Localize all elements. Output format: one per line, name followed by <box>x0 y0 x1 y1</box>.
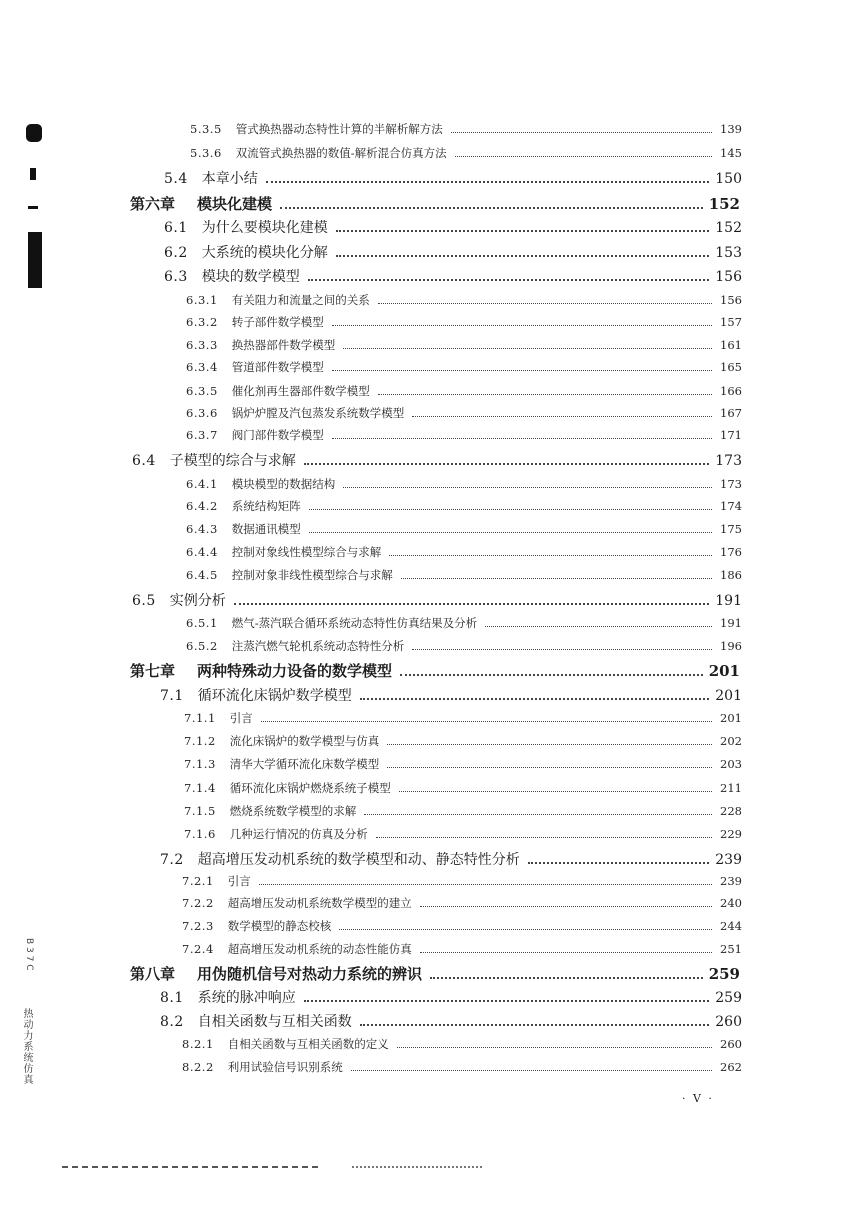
toc-entry-title: 系统结构矩阵 <box>231 499 301 513</box>
toc-entry-page: 157 <box>720 315 742 329</box>
toc-entry-sub[interactable] <box>186 340 742 352</box>
toc-entry-number: 6.3.6 <box>186 406 218 420</box>
toc-entry-page: 202 <box>720 734 742 748</box>
toc-entry-sub[interactable] <box>186 641 742 653</box>
toc-entry-page: 239 <box>720 874 742 888</box>
toc-entry-number: 第六章 <box>130 195 176 213</box>
toc-entry-page: 196 <box>720 639 742 653</box>
toc-entry-leader <box>451 132 712 133</box>
toc-entry-sub[interactable] <box>184 713 742 725</box>
toc-entry-number: 8.1 <box>160 990 184 1006</box>
toc-entry-sub[interactable] <box>182 1039 742 1051</box>
toc-entry-section[interactable] <box>164 221 742 235</box>
toc-entry-leader <box>485 626 712 627</box>
toc-entry-sub[interactable] <box>186 317 742 329</box>
toc-entry-page: 174 <box>720 499 742 513</box>
toc-entry-sub[interactable] <box>186 524 742 536</box>
toc-entry-title: 超高增压发动机系统数学模型的建立 <box>227 896 412 910</box>
toc-entry-leader <box>339 929 712 930</box>
toc-entry-page: 156 <box>720 293 742 307</box>
toc-entry-section[interactable] <box>132 594 742 608</box>
toc-entry-leader <box>351 1070 712 1071</box>
binding-mark-top <box>26 124 42 142</box>
toc-entry-leader <box>420 906 712 907</box>
toc-entry-leader <box>387 744 712 745</box>
toc-entry-section[interactable] <box>132 454 742 468</box>
toc-entry-number: 6.3.1 <box>186 293 218 307</box>
toc-entry-leader <box>343 348 712 349</box>
toc-entry-leader <box>336 230 710 232</box>
toc-entry-title: 控制对象非线性模型综合与求解 <box>231 568 393 582</box>
toc-entry-leader <box>399 791 712 792</box>
toc-entry-leader <box>261 721 712 722</box>
toc-entry-page: 203 <box>720 757 742 771</box>
toc-entry-number: 7.1.3 <box>184 757 216 771</box>
toc-entry-number: 6.2 <box>164 245 188 261</box>
toc-entry-sub[interactable] <box>184 829 742 841</box>
toc-entry-page: 150 <box>715 171 742 187</box>
toc-entry-page: 262 <box>720 1060 742 1074</box>
toc-entry-page: 259 <box>708 965 740 983</box>
toc-entry-number: 7.1.4 <box>184 781 216 795</box>
toc-entry-page: 260 <box>715 1014 742 1030</box>
binding-mark-small <box>30 168 36 180</box>
toc-entry-title: 利用试验信号识别系统 <box>227 1060 343 1074</box>
toc-entry-number: 6.3.7 <box>186 428 218 442</box>
toc-entry-number: 6.3.4 <box>186 360 218 374</box>
toc-entry-sub[interactable] <box>186 501 742 513</box>
toc-entry-number: 5.3.5 <box>190 122 222 136</box>
toc-entry-chapter[interactable] <box>130 197 740 212</box>
page-folio: · V · <box>682 1092 714 1105</box>
toc-entry-page: 161 <box>720 338 742 352</box>
toc-entry-sub[interactable] <box>186 547 742 559</box>
toc-entry-chapter[interactable] <box>130 967 740 982</box>
binding-mark-bar <box>28 232 42 288</box>
toc-entry-page: 211 <box>720 781 742 795</box>
toc-entry-page: 191 <box>715 593 742 609</box>
toc-entry-title: 几种运行情况的仿真及分析 <box>229 827 368 841</box>
toc-entry-sub[interactable] <box>184 783 742 795</box>
toc-entry-leader <box>280 207 703 209</box>
toc-entry-number: 6.3.3 <box>186 338 218 352</box>
toc-entry-title: 自相关函数与互相关函数的定义 <box>227 1037 389 1051</box>
toc-entry-page: 244 <box>720 919 742 933</box>
toc-entry-leader <box>378 394 712 395</box>
toc-entry-page: 201 <box>715 688 742 704</box>
toc-entry-page: 228 <box>720 804 742 818</box>
toc-entry-title: 管道部件数学模型 <box>231 360 324 374</box>
toc-entry-title: 循环流化床锅炉燃烧系统子模型 <box>229 781 391 795</box>
toc-entry-title: 为什么要模块化建模 <box>201 220 328 236</box>
toc-entry-leader <box>332 438 712 439</box>
toc-entry-page: 171 <box>720 428 742 442</box>
toc-entry-leader <box>309 532 712 533</box>
toc-entry-title: 管式换热器动态特性计算的半解析解方法 <box>235 122 443 136</box>
toc-entry-leader <box>387 767 712 768</box>
toc-entry-title: 大系统的模块化分解 <box>201 245 328 261</box>
toc-entry-leader <box>412 649 712 650</box>
footer-dots <box>352 1166 482 1168</box>
toc-entry-title: 两种特殊动力设备的数学模型 <box>197 662 393 680</box>
toc-entry-title: 数学模型的静态校核 <box>227 919 332 933</box>
toc-entry-number: 7.2 <box>160 852 184 868</box>
toc-entry-title: 模块模型的数据结构 <box>231 477 336 491</box>
toc-entry-sub[interactable] <box>184 759 742 771</box>
toc-entry-page: 176 <box>720 545 742 559</box>
footer-rule <box>62 1166 318 1168</box>
toc-entry-leader <box>360 1024 710 1026</box>
toc-entry-number: 6.1 <box>164 220 188 236</box>
toc-entry-number: 7.1 <box>160 688 184 704</box>
toc-entry-page: 173 <box>720 477 742 491</box>
toc-entry-number: 7.2.2 <box>182 896 214 910</box>
toc-entry-title: 数据通讯模型 <box>231 522 301 536</box>
toc-entry-leader <box>455 156 712 157</box>
toc-entry-page: 191 <box>720 616 742 630</box>
toc-entry-leader <box>308 279 710 281</box>
toc-entry-number: 7.2.3 <box>182 919 214 933</box>
toc-entry-page: 156 <box>715 269 742 285</box>
toc-entry-sub[interactable] <box>186 479 742 491</box>
toc-entry-title: 转子部件数学模型 <box>231 315 324 329</box>
toc-entry-page: 260 <box>720 1037 742 1051</box>
toc-entry-leader <box>376 837 712 838</box>
toc-entry-page: 201 <box>708 662 740 680</box>
toc-entry-number: 5.4 <box>164 171 188 187</box>
toc-entry-number: 8.2 <box>160 1014 184 1030</box>
toc-entry-number: 7.1.5 <box>184 804 216 818</box>
toc-entry-sub[interactable] <box>184 806 742 818</box>
toc-entry-leader <box>332 370 712 371</box>
toc-entry-page: 173 <box>715 453 742 469</box>
toc-entry-title: 阀门部件数学模型 <box>231 428 324 442</box>
toc-entry-page: 165 <box>720 360 742 374</box>
toc-entry-page: 167 <box>720 406 742 420</box>
toc-entry-page: 152 <box>715 220 742 236</box>
toc-entry-leader <box>364 814 712 815</box>
toc-entry-leader <box>400 674 703 676</box>
toc-entry-page: 259 <box>715 990 742 1006</box>
toc-entry-title: 锅炉炉膛及汽包蒸发系统数学模型 <box>231 406 405 420</box>
toc-entry-sub[interactable] <box>184 736 742 748</box>
toc-entry-section[interactable] <box>164 270 742 284</box>
toc-entry-page: 139 <box>720 122 742 136</box>
toc-entry-leader <box>401 578 712 579</box>
toc-entry-page: 175 <box>720 522 742 536</box>
toc-entry-sub[interactable] <box>182 898 742 910</box>
toc-entry-page: 145 <box>720 146 742 160</box>
toc-entry-number: 第八章 <box>130 965 176 983</box>
toc-entry-sub[interactable] <box>182 876 742 888</box>
toc-entry-number: 6.3.5 <box>186 384 218 398</box>
toc-entry-leader <box>266 181 710 183</box>
toc-entry-number: 6.5.2 <box>186 639 218 653</box>
toc-entry-leader <box>259 884 712 885</box>
toc-entry-number: 7.2.4 <box>182 942 214 956</box>
toc-entry-sub[interactable] <box>186 430 742 442</box>
toc-entry-number: 6.3.2 <box>186 315 218 329</box>
toc-entry-number: 6.4.2 <box>186 499 218 513</box>
toc-entry-number: 6.4 <box>132 453 156 469</box>
toc-entry-number: 第七章 <box>130 662 176 680</box>
toc-entry-sub[interactable] <box>182 1062 742 1074</box>
toc-entry-leader <box>430 977 703 979</box>
toc-entry-number: 8.2.2 <box>182 1060 214 1074</box>
binding-mark-dash <box>28 206 38 209</box>
toc-entry-sub[interactable] <box>190 124 742 136</box>
toc-entry-page: 153 <box>715 245 742 261</box>
toc-entry-title: 催化剂再生器部件数学模型 <box>231 384 370 398</box>
toc-entry-number: 6.4.5 <box>186 568 218 582</box>
toc-entry-number: 6.5 <box>132 593 156 609</box>
toc-entry-title: 引言 <box>229 711 253 725</box>
toc-entry-title: 模块化建模 <box>197 195 273 213</box>
toc-entry-number: 7.2.1 <box>182 874 214 888</box>
toc-entry-leader <box>304 463 710 465</box>
toc-entry-sub[interactable] <box>186 408 742 420</box>
toc-entry-number: 6.5.1 <box>186 616 218 630</box>
toc-entry-page: 251 <box>720 942 742 956</box>
toc-entry-title: 自相关函数与互相关函数 <box>197 1014 352 1030</box>
toc-entry-title: 超高增压发动机系统的数学模型和动、静态特性分析 <box>197 852 520 868</box>
toc-entry-page: 152 <box>708 195 740 213</box>
toc-entry-section[interactable] <box>160 991 742 1005</box>
toc-entry-page: 229 <box>720 827 742 841</box>
toc-entry-title: 超高增压发动机系统的动态性能仿真 <box>227 942 412 956</box>
toc-entry-leader <box>397 1047 712 1048</box>
toc-entry-title: 流化床锅炉的数学模型与仿真 <box>229 734 380 748</box>
toc-entry-title: 子模型的综合与求解 <box>169 453 296 469</box>
toc-entry-leader <box>304 1000 710 1002</box>
toc-entry-title: 燃气-蒸汽联合循环系统动态特性仿真结果及分析 <box>231 616 478 630</box>
toc-entry-number: 7.1.2 <box>184 734 216 748</box>
toc-entry-title: 用伪随机信号对热动力系统的辨识 <box>197 965 423 983</box>
toc-entry-number: 5.3.6 <box>190 146 222 160</box>
toc-entry-title: 引言 <box>227 874 251 888</box>
toc-entry-leader <box>360 698 710 700</box>
toc-entry-title: 实例分析 <box>169 593 226 609</box>
toc-entry-number: 6.4.3 <box>186 522 218 536</box>
toc-entry-sub[interactable] <box>186 295 742 307</box>
toc-entry-leader <box>389 555 712 556</box>
toc-entry-sub[interactable] <box>186 362 742 374</box>
toc-entry-number: 7.1.6 <box>184 827 216 841</box>
toc-entry-page: 186 <box>720 568 742 582</box>
toc-entry-page: 239 <box>715 852 742 868</box>
toc-entry-sub[interactable] <box>182 944 742 956</box>
toc-entry-sub[interactable] <box>190 148 742 160</box>
toc-entry-section[interactable] <box>160 853 742 867</box>
toc-entry-title: 换热器部件数学模型 <box>231 338 336 352</box>
spine-code: B 3 7 C <box>24 938 34 971</box>
toc-entry-leader <box>332 325 712 326</box>
toc-entry-sub[interactable] <box>186 618 742 630</box>
toc-entry-leader <box>420 952 712 953</box>
toc-entry-title: 双流管式换热器的数值-解析混合仿真方法 <box>235 146 447 160</box>
toc-entry-title: 有关阻力和流量之间的关系 <box>231 293 370 307</box>
toc-entry-title: 注蒸汽燃气轮机系统动态特性分析 <box>231 639 405 653</box>
toc-entry-number: 7.1.1 <box>184 711 216 725</box>
toc-entry-title: 清华大学循环流化床数学模型 <box>229 757 380 771</box>
toc-entry-page: 166 <box>720 384 742 398</box>
toc-entry-page: 240 <box>720 896 742 910</box>
toc-entry-leader <box>528 862 710 864</box>
toc-entry-title: 系统的脉冲响应 <box>197 990 296 1006</box>
toc-entry-page: 201 <box>720 711 742 725</box>
toc-entry-leader <box>412 416 712 417</box>
toc-entry-number: 6.3 <box>164 269 188 285</box>
toc-entry-title: 模块的数学模型 <box>201 269 300 285</box>
toc-entry-leader <box>309 509 712 510</box>
toc-entry-section[interactable] <box>164 172 742 186</box>
toc-entry-leader <box>234 603 710 605</box>
toc-entry-sub[interactable] <box>186 386 742 398</box>
toc-entry-title: 本章小结 <box>201 171 258 187</box>
toc-entry-section[interactable] <box>160 1015 742 1029</box>
toc-entry-title: 控制对象线性模型综合与求解 <box>231 545 382 559</box>
toc-entry-sub[interactable] <box>182 921 742 933</box>
spine-title: 热动力系统仿真 <box>21 1008 32 1085</box>
toc-entry-leader <box>336 255 710 257</box>
toc-entry-leader <box>378 303 712 304</box>
toc-entry-number: 6.4.4 <box>186 545 218 559</box>
toc-entry-sub[interactable] <box>186 570 742 582</box>
toc-entry-section[interactable] <box>160 689 742 703</box>
toc-entry-section[interactable] <box>164 246 742 260</box>
toc-entry-number: 8.2.1 <box>182 1037 214 1051</box>
toc-entry-leader <box>343 487 712 488</box>
toc-entry-number: 6.4.1 <box>186 477 218 491</box>
toc-entry-title: 燃烧系统数学模型的求解 <box>229 804 357 818</box>
toc-entry-chapter[interactable] <box>130 664 740 679</box>
toc-entry-title: 循环流化床锅炉数学模型 <box>197 688 352 704</box>
